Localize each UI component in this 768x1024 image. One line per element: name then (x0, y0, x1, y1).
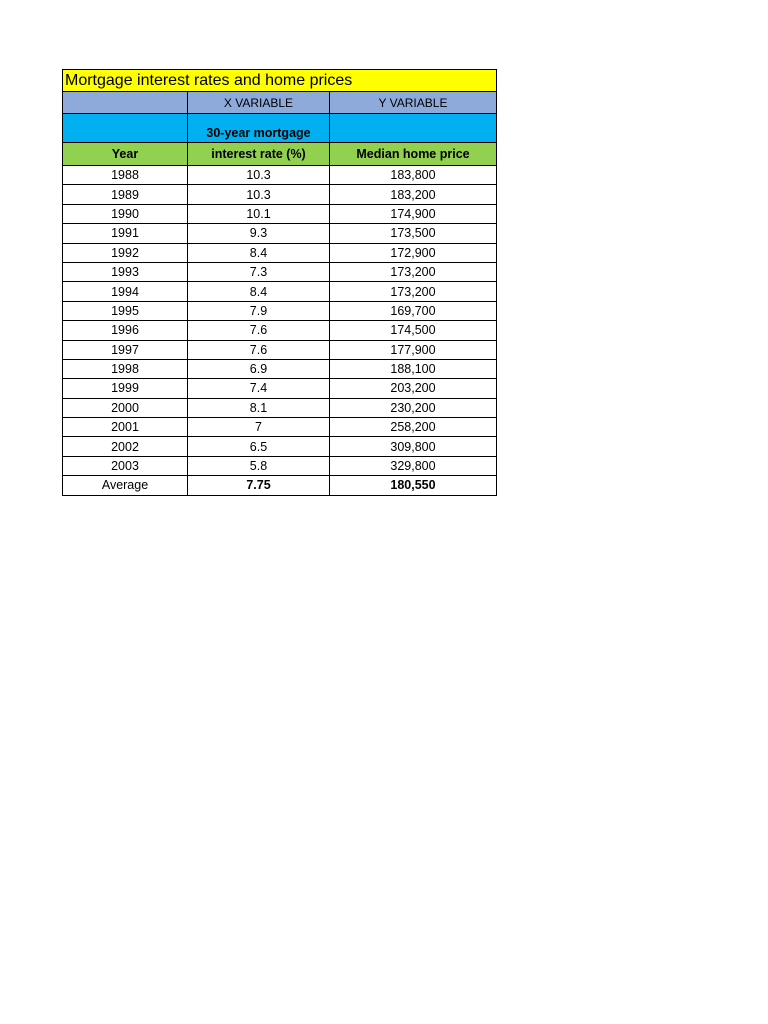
price-cell[interactable]: 183,800 (330, 166, 497, 185)
table-row (63, 340, 497, 359)
table-row (63, 185, 497, 204)
rate-cell[interactable]: 5.8 (188, 456, 330, 475)
rate-cell[interactable]: 7.3 (188, 262, 330, 281)
year-cell[interactable]: 2001 (63, 418, 188, 437)
x-header-line1-cell[interactable]: 30-year mortgage (188, 114, 330, 143)
title-cell[interactable] (63, 70, 497, 92)
price-cell[interactable]: 188,100 (330, 359, 497, 378)
price-cell[interactable]: 172,900 (330, 243, 497, 262)
year-cell[interactable]: 2000 (63, 398, 188, 417)
subheader-blank-cell[interactable] (63, 114, 188, 143)
title-row (63, 70, 497, 92)
year-cell[interactable]: 1999 (63, 379, 188, 398)
price-cell[interactable]: 174,500 (330, 321, 497, 340)
table-row (63, 359, 497, 378)
rate-cell[interactable]: 7.6 (188, 340, 330, 359)
year-cell[interactable]: 1997 (63, 340, 188, 359)
rate-cell[interactable]: 8.4 (188, 282, 330, 301)
data-table (62, 69, 497, 496)
year-cell[interactable]: 1998 (63, 359, 188, 378)
rate-cell[interactable]: 7.4 (188, 379, 330, 398)
table-row (63, 224, 497, 243)
year-cell[interactable]: 2003 (63, 456, 188, 475)
rate-cell[interactable]: 8.4 (188, 243, 330, 262)
price-cell[interactable]: 177,900 (330, 340, 497, 359)
table-row (63, 262, 497, 281)
year-cell[interactable]: 1992 (63, 243, 188, 262)
x-variable-cell[interactable]: X VARIABLE (188, 92, 330, 114)
table-row (63, 301, 497, 320)
y-header-cell[interactable]: Median home price (330, 143, 497, 166)
table-row (63, 398, 497, 417)
table-row (63, 321, 497, 340)
x-header-line2-cell[interactable]: interest rate (%) (188, 143, 330, 166)
price-cell[interactable]: 329,800 (330, 456, 497, 475)
average-rate-cell[interactable]: 7.75 (188, 476, 330, 495)
rate-cell[interactable]: 7 (188, 418, 330, 437)
spreadsheet (62, 69, 496, 496)
year-cell[interactable]: 1990 (63, 204, 188, 223)
table-row (63, 282, 497, 301)
price-cell[interactable]: 230,200 (330, 398, 497, 417)
year-cell[interactable]: 1991 (63, 224, 188, 243)
table-row (63, 166, 497, 185)
header-row (63, 143, 497, 166)
year-header-cell[interactable]: Year (63, 143, 188, 166)
rate-cell[interactable]: 7.9 (188, 301, 330, 320)
rate-cell[interactable]: 9.3 (188, 224, 330, 243)
variable-blank-cell[interactable] (63, 92, 188, 114)
variable-row (63, 92, 497, 114)
average-price-cell[interactable]: 180,550 (330, 476, 497, 495)
y-variable-cell[interactable]: Y VARIABLE (330, 92, 497, 114)
average-row (63, 476, 497, 495)
subheader-y-blank-cell[interactable] (330, 114, 497, 143)
year-cell[interactable]: 2002 (63, 437, 188, 456)
year-cell[interactable]: 1993 (63, 262, 188, 281)
average-label-cell[interactable]: Average (63, 476, 188, 495)
price-cell[interactable]: 173,500 (330, 224, 497, 243)
year-cell[interactable]: 1996 (63, 321, 188, 340)
rate-cell[interactable]: 10.3 (188, 166, 330, 185)
rate-cell[interactable]: 7.6 (188, 321, 330, 340)
price-cell[interactable]: 174,900 (330, 204, 497, 223)
price-cell[interactable]: 203,200 (330, 379, 497, 398)
table-row (63, 456, 497, 475)
price-cell[interactable]: 309,800 (330, 437, 497, 456)
rate-cell[interactable]: 10.3 (188, 185, 330, 204)
table-row (63, 243, 497, 262)
rate-cell[interactable]: 6.9 (188, 359, 330, 378)
year-cell[interactable]: 1989 (63, 185, 188, 204)
year-cell[interactable]: 1988 (63, 166, 188, 185)
price-cell[interactable]: 169,700 (330, 301, 497, 320)
price-cell[interactable]: 173,200 (330, 262, 497, 281)
subheader-row (63, 114, 497, 143)
sheet-title: Mortgage interest rates and home prices (65, 72, 353, 89)
table-row (63, 418, 497, 437)
rate-cell[interactable]: 6.5 (188, 437, 330, 456)
rate-cell[interactable]: 8.1 (188, 398, 330, 417)
price-cell[interactable]: 173,200 (330, 282, 497, 301)
year-cell[interactable]: 1995 (63, 301, 188, 320)
price-cell[interactable]: 183,200 (330, 185, 497, 204)
rate-cell[interactable]: 10.1 (188, 204, 330, 223)
table-row (63, 379, 497, 398)
table-row (63, 204, 497, 223)
price-cell[interactable]: 258,200 (330, 418, 497, 437)
year-cell[interactable]: 1994 (63, 282, 188, 301)
table-row (63, 437, 497, 456)
